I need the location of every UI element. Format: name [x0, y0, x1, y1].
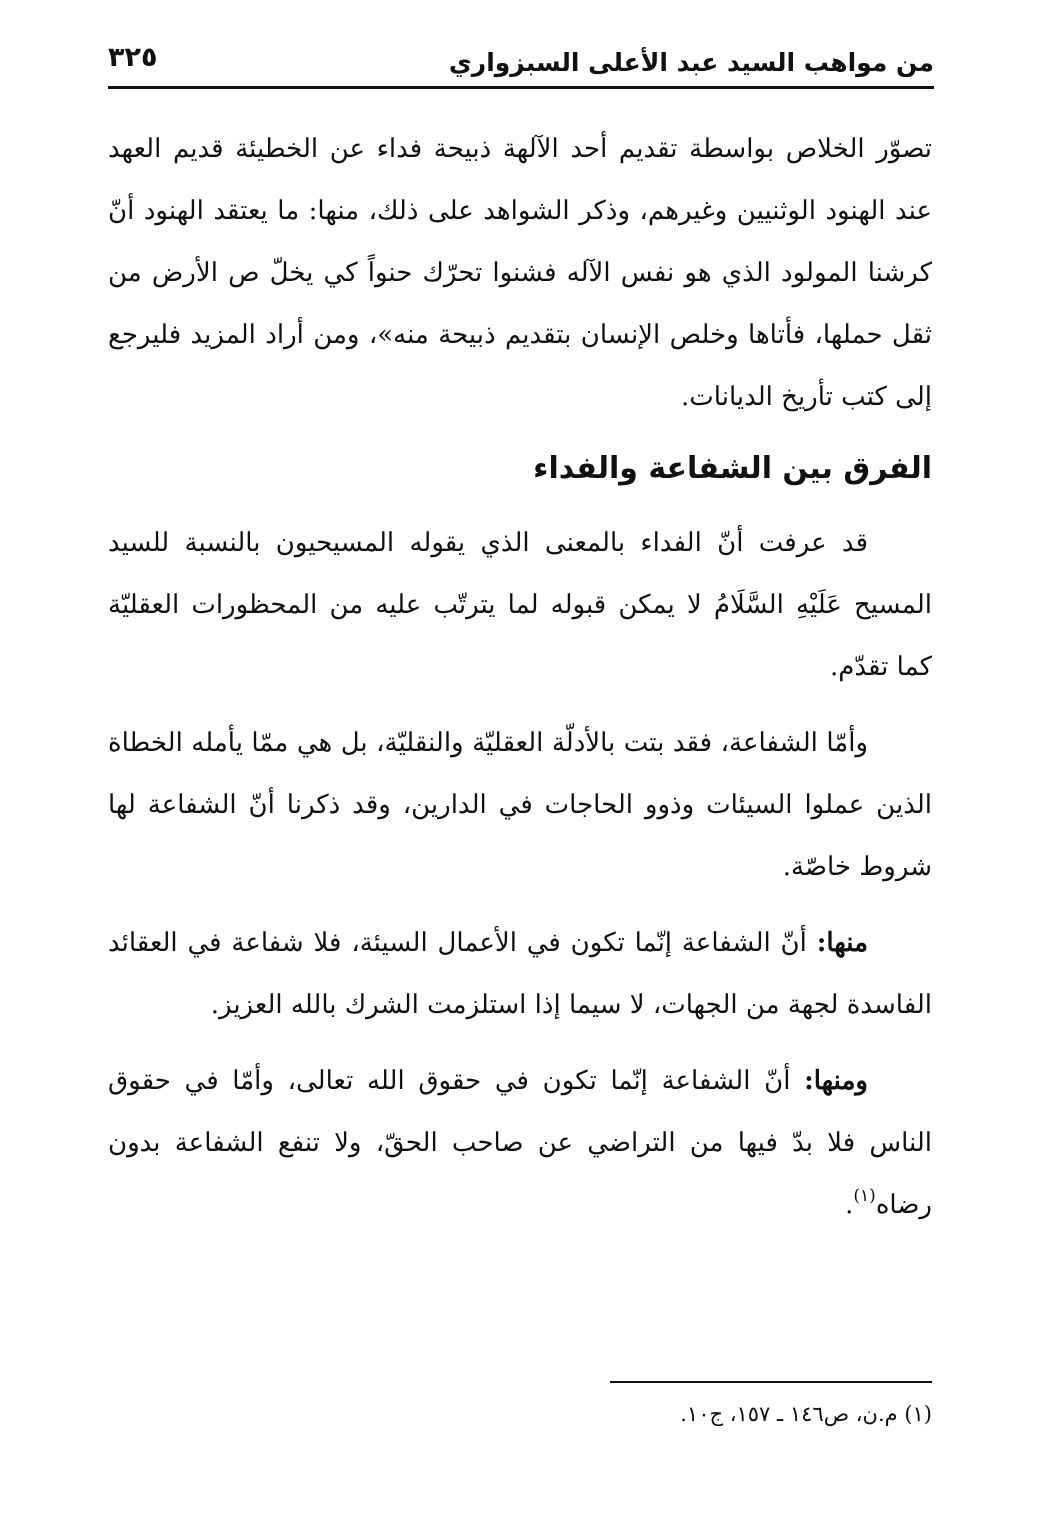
- footnote-reference: (١): [853, 1186, 876, 1207]
- running-title: من مواهب السيد عبد الأعلى السبزواري: [448, 48, 934, 77]
- paragraph-4-lead: منها:: [816, 928, 868, 958]
- body-text: [108, 118, 932, 1236]
- paragraph-3: وأمّا الشفاعة، فقد بتت بالأدلّة العقليّة والنقليّة، بل هي ممّا يأمله الخطاة الذين عملوا السيئات وذوو الحاجات في الدارين، وقد ذكرنا أنّ الشفاعة لها شروط خاصّة.: [108, 728, 932, 882]
- page-header: [108, 38, 934, 86]
- paragraph-5-end: .: [845, 1190, 854, 1220]
- paragraph-5: [108, 1050, 932, 1236]
- paragraph-1: تصوّر الخلاص بواسطة تقديم أحد الآلهة ذبيحة فداء عن الخطيئة قديم العهد عند الهنود الوثنيين وغيرهم، وذكر الشواهد على ذلك، منها: ما يعتقد الهنود أنّ كرشنا المولود الذي هو نفس الآله فشنوا تحرّك حنواً كي يخلّ ص الأرض من ثقل حملها، فأتاها وخلص الإنسان بتقديم ذبيحة منه»، ومن أراد المزيد فليرجع إلى كتب تأريخ الديانات.: [108, 134, 932, 412]
- paragraph-2: قد عرفت أنّ الفداء بالمعنى الذي يقوله المسيحيون بالنسبة للسيد المسيح عَلَيْهِ السَّلَامُ لا يمكن قبوله لما يترتّب عليه من المحظورات العقليّة كما تقدّم.: [108, 528, 932, 682]
- paragraph-4: [108, 912, 932, 1036]
- footnote: (١) م.ن، ص١٤٦ ـ ١٥٧، ج١٠.: [680, 1402, 932, 1426]
- header-rule: [108, 86, 934, 89]
- paragraph-5-lead: ومنها:: [804, 1066, 868, 1096]
- section-heading: الفرق بين الشفاعة والفداء: [533, 451, 932, 486]
- paragraph-4-text: أنّ الشفاعة إنّما تكون في الأعمال السيئة، فلا شفاعة في العقائد الفاسدة لجهة من الجهات، لا سيما إذا استلزمت الشرك بالله العزيز.: [108, 928, 932, 1020]
- paragraph-5-text: أنّ الشفاعة إنّما تكون في حقوق الله تعالى، وأمّا في حقوق الناس فلا بدّ فيها من التراضي عن صاحب الحقّ، ولا تنفع الشفاعة بدون رضاه: [108, 1066, 932, 1220]
- footnote-rule: [610, 1381, 932, 1383]
- page-number: ٣٢٥: [108, 42, 158, 73]
